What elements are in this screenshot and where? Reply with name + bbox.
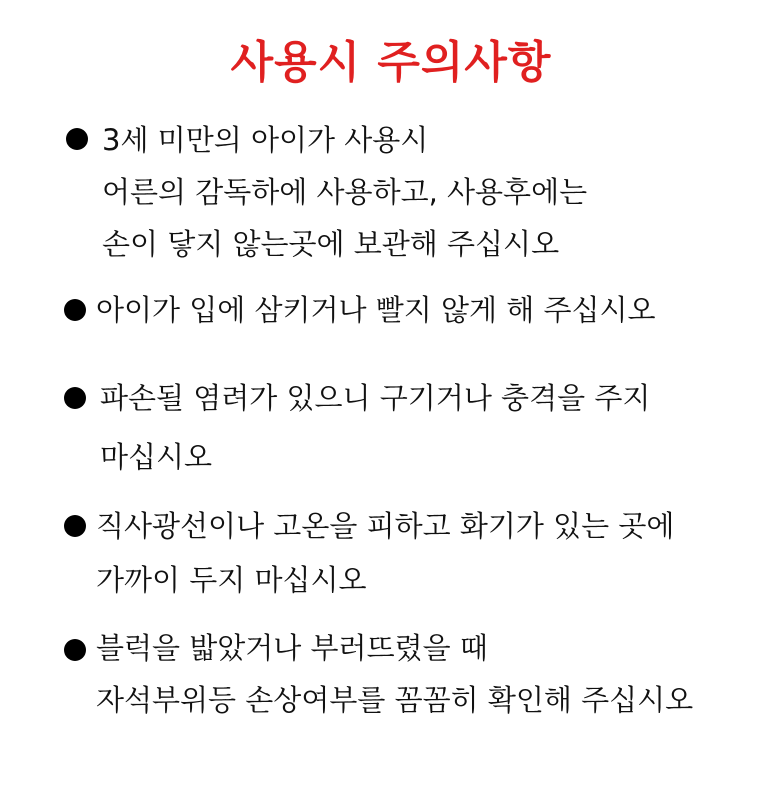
caution-text: 자석부위등 손상여부를 꼼꼼히 확인해 주십시오: [96, 683, 694, 717]
caution-text: 아이가 입에 삼키거나 빨지 않게 해 주십시오: [96, 293, 656, 327]
caution-text: 직사광선이나 고온을 피하고 화기가 있는 곳에: [96, 509, 675, 543]
bullet-icon: [64, 387, 86, 409]
caution-text: 마십시오: [100, 440, 213, 474]
bullet-icon: [64, 515, 86, 537]
caution-text: 가까이 두지 마십시오: [96, 563, 367, 597]
caution-text: 어른의 감독하에 사용하고, 사용후에는: [102, 175, 588, 209]
bullet-icon: [66, 128, 88, 150]
page-title: 사용시 주의사항: [230, 37, 552, 88]
bullet-icon: [64, 639, 86, 661]
caution-text: 3세 미만의 아이가 사용시: [102, 123, 429, 157]
caution-text: 블럭을 밟았거나 부러뜨렸을 때: [96, 631, 488, 665]
bullet-icon: [64, 299, 86, 321]
caution-text: 파손될 염려가 있으니 구기거나 충격을 주지: [100, 381, 651, 415]
caution-text: 손이 닿지 않는곳에 보관해 주십시오: [102, 227, 560, 261]
